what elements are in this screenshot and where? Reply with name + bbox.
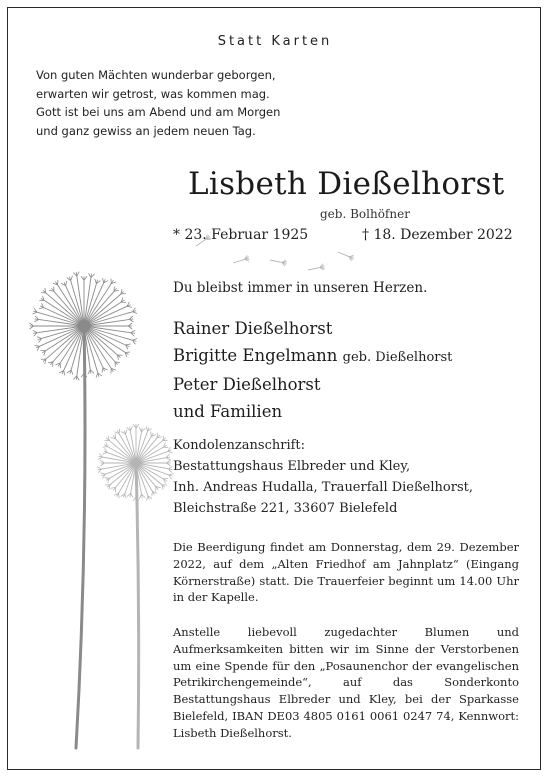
maiden-name: geb. Bolhöfner	[320, 207, 410, 221]
death-date: † 18. Dezember 2022	[362, 227, 513, 243]
poem-line: Von guten Mächten wunderbar geborgen,	[36, 68, 276, 82]
family-member: und Familien	[173, 402, 283, 421]
family-member: Peter Dießelhorst	[173, 375, 321, 394]
deceased-name: Lisbeth Dießelhorst	[188, 166, 505, 202]
notice-frame	[7, 7, 541, 770]
poem-line: und ganz gewiss an jedem neuen Tag.	[36, 123, 256, 138]
donation-info: Anstelle liebevoll zugedachter Blumen und Aufmerksamkeiten bitten wir im Sinne der Verstorbenen um eine Spende für den „Posaunenchor der evangelischen Petrikirchengemeinde“, auf das Sonderkonto Bestattungshaus Elbreder und Kley, bei der Sparkasse Bielefeld, IBAN DE03 4805 0161 0061 0247 74, Kennwort: Lisbeth Dießelhorst.	[173, 625, 519, 740]
memorial-quote: Du bleibst immer in unseren Herzen.	[173, 280, 428, 296]
family-member: Brigitte Engelmann geb. Dießelhorst	[173, 346, 453, 365]
dandelion-small-icon	[97, 424, 173, 748]
poem-line: Gott ist bei uns am Abend und am Morgen	[36, 105, 281, 119]
header-title: Statt Karten	[217, 34, 333, 49]
condolence-line: Bleichstraße 221, 33607 Bielefeld	[173, 501, 398, 516]
condolence-line: Bestattungshaus Elbreder und Kley,	[173, 459, 411, 474]
family-list	[173, 315, 452, 425]
birth-date: * 23. Februar 1925	[173, 227, 309, 243]
family-member: Rainer Dießelhorst	[173, 319, 333, 338]
condolence-address	[173, 435, 473, 519]
poem-line: erwarten wir getrost, was kommen mag.	[36, 86, 270, 101]
funeral-info: Die Beerdigung findet am Donnerstag, dem 29. Dezember 2022, auf dem „Alten Friedhof am Jahnplatz“ (Eingang Körnerstraße) statt. Die Trauerfeier beginnt um 14.00 Uhr in der Kapelle.	[173, 540, 519, 605]
condolence-line: Inh. Andreas Hudalla, Trauerfall Dießelhorst,	[173, 480, 473, 495]
dandelion-large-icon	[30, 272, 138, 748]
poem	[36, 66, 356, 140]
family-member-note: geb. Dießelhorst	[342, 350, 453, 365]
condolence-heading: Kondolenzanschrift:	[173, 438, 306, 453]
